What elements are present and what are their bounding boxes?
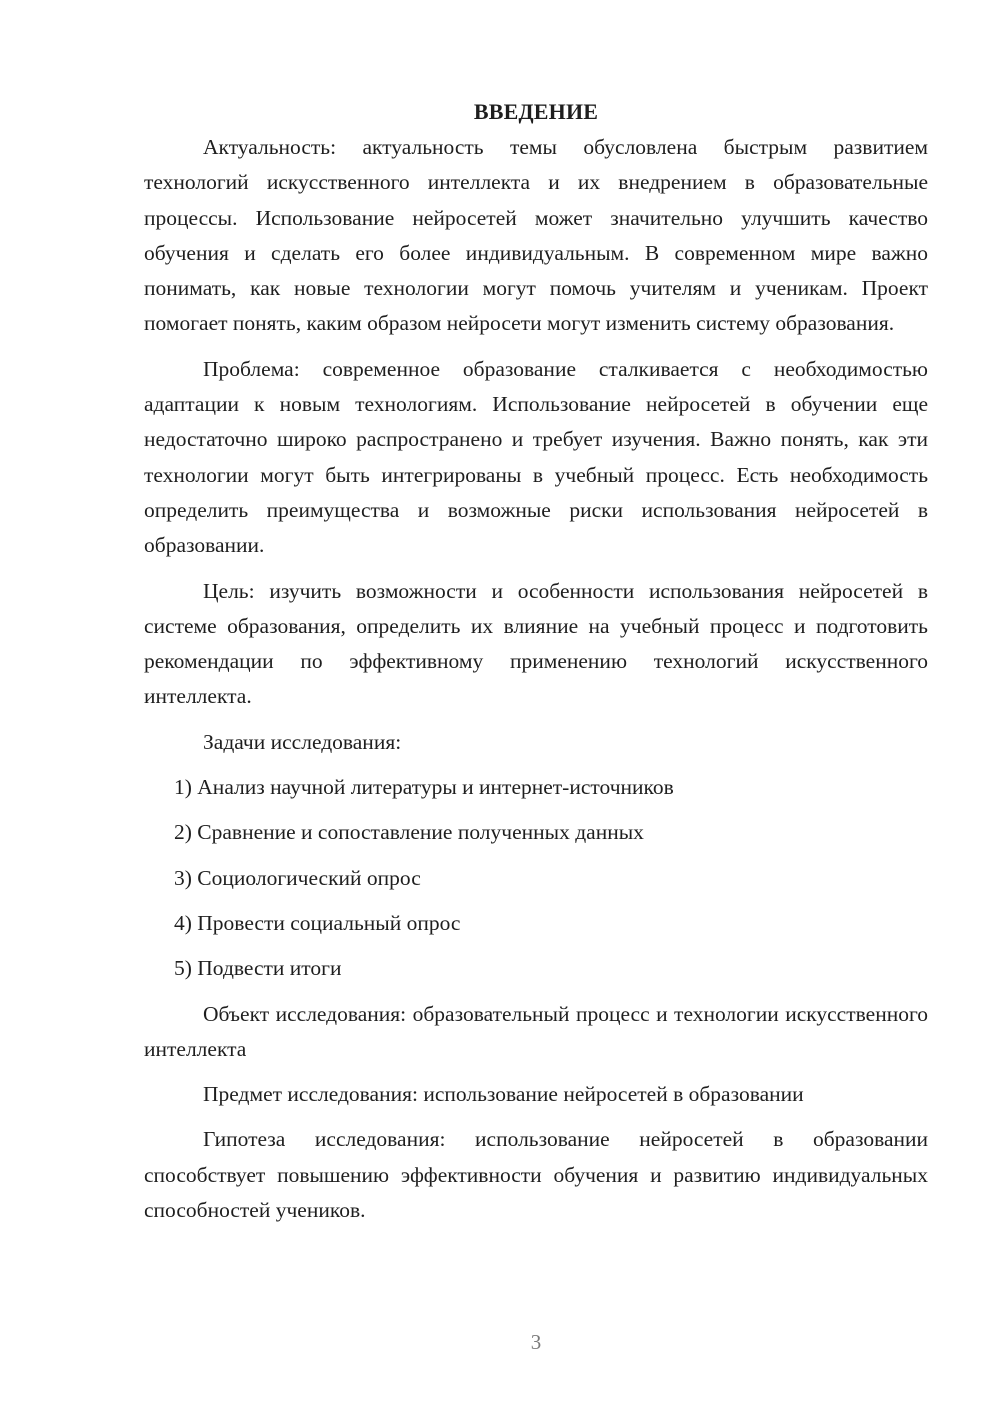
document-page (144, 94, 928, 1238)
tasks-heading: Задачи исследования: (203, 729, 402, 754)
list-item: 4) Провести социальный опрос (174, 910, 461, 935)
list-item: 5) Подвести итоги (174, 956, 342, 981)
task-list (144, 770, 928, 986)
problem-paragraph: Проблема: современное образование сталкивается с необходимостью адаптации к новым технологиям. Использование нейросетей в обучении еще недостаточно широко распространено и требует изучения. Важно понять, как эти технологии могут быть интегрированы в учебный процесс. Есть необходимость определить преимущества и возможные риски использования нейросетей в образовании. (144, 356, 928, 558)
page-title: ВВЕДЕНИЕ (473, 99, 599, 124)
list-item: 2) Сравнение и сопоставление полученных данных (174, 820, 644, 845)
hypothesis-paragraph: Гипотеза исследования: использование нейросетей в образовании способствует повышению эффективности обучения и развитию индивидуальных способностей учеников. (144, 1127, 928, 1223)
page-number: 3 (530, 1330, 542, 1354)
relevance-paragraph: Актуальность: актуальность темы обусловлена быстрым развитием технологий искусственного интеллекта и их внедрением в образовательные процессы. Использование нейросетей может значительно улучшить качество обучения и сделать его более индивидуальным. В современном мире важно понимать, как новые технологии могут помочь учителям и ученикам. Проект помогает понять, каким образом нейросети могут изменить систему образования. (144, 135, 928, 336)
goal-paragraph: Цель: изучить возможности и особенности использования нейросетей в системе образования, определить их влияние на учебный процесс и подготовить рекомендации по эффективному применению технологий искусственного интеллекта. (144, 578, 928, 709)
list-item: 3) Социологический опрос (174, 865, 421, 890)
list-item: 1) Анализ научной литературы и интернет-источников (174, 775, 674, 800)
object-paragraph: Объект исследования: образовательный процесс и технологии искусственного интеллекта (144, 1001, 928, 1061)
subject-paragraph: Предмет исследования: использование нейросетей в образовании (203, 1082, 804, 1107)
